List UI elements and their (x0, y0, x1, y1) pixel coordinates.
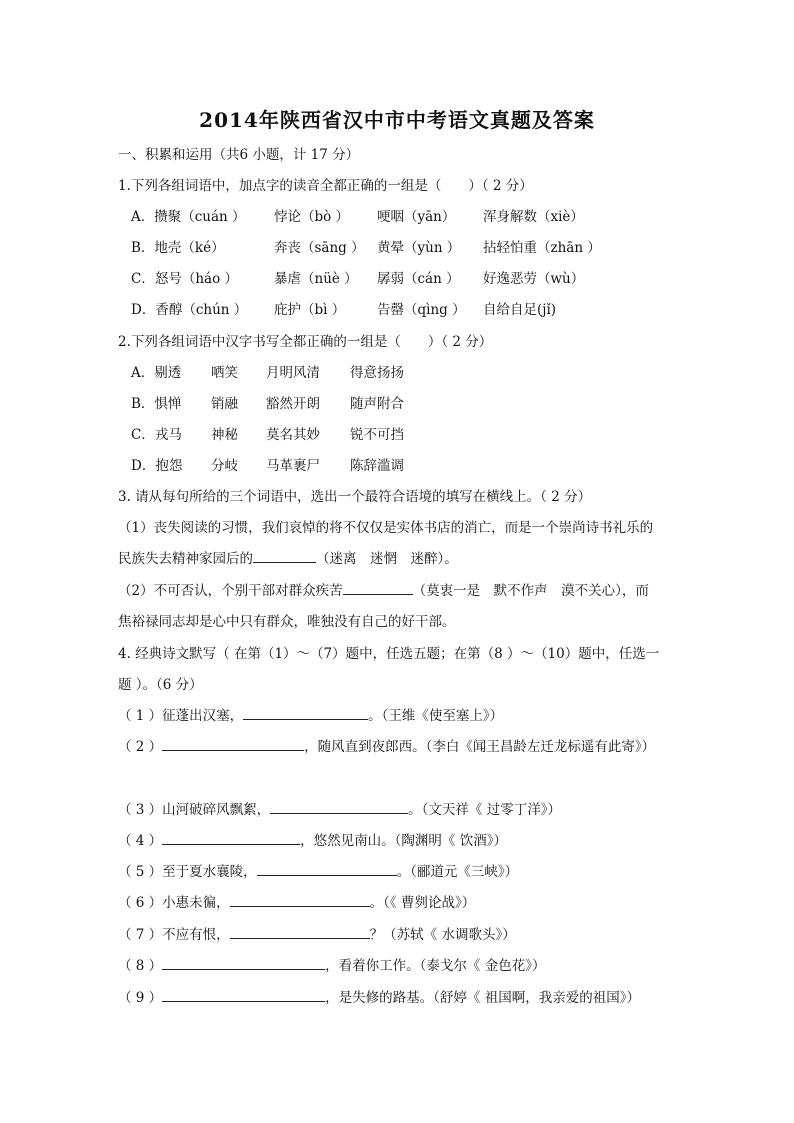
option-cell: 随声附合 (350, 396, 404, 412)
answer-blank (162, 957, 325, 970)
item-text: 。（郦道元《三峡》） (396, 864, 519, 880)
option-cell: 豁然开朗 (266, 396, 320, 412)
option-cell: 月明风清 (266, 365, 320, 381)
poem-item (118, 894, 475, 912)
option-cell: 陈辞滥调 (350, 458, 404, 474)
option-cell: 销融 (211, 396, 238, 412)
poem-item (118, 707, 503, 725)
option-cell: 告罄（qìng ） (377, 302, 466, 318)
option-cell: 暴虐（nüè ） (274, 271, 358, 287)
item-text: （ 4 ） (118, 833, 163, 849)
option-cell: 奔丧（sāng ） (274, 240, 365, 256)
option-cell: 自给自足(jǐ) (483, 302, 557, 318)
item-text: （ 3 ）山河破碎风飘絮， (118, 802, 271, 818)
answer-blank (270, 801, 408, 814)
question-3-part2-line1 (118, 582, 649, 600)
item-text: （ 1 ）征蓬出汉塞， (118, 708, 244, 724)
item-text: （ 9 ） (118, 990, 163, 1006)
section-heading: 一、积累和运用（共6 小题，计 17 分） (118, 147, 360, 163)
item-text: ，看着你工作。（泰戈尔《 金色花》） (325, 958, 546, 974)
question-3-part2-line2: 焦裕禄同志却是心中只有群众，唯独没有自己的好干部。 (118, 614, 456, 630)
poem-item (118, 989, 640, 1007)
question-3-part1-line2 (118, 550, 458, 568)
option-cell: D．抱怨 (131, 458, 183, 474)
option-cell: 哂笑 (211, 365, 238, 381)
option-cell: 好逸恶劳（wù） (483, 271, 585, 287)
question-3-stem: 3. 请从每句所给的三个词语中，选出一个最符合语境的填写在横线上。（ 2 分） (118, 489, 592, 505)
item-text: （ 8 ） (118, 958, 163, 974)
answer-blank (230, 926, 370, 939)
option-cell: 神秘 (211, 427, 238, 443)
page-title: 2014年陕西省汉中市中考语文真题及答案 (199, 108, 595, 132)
option-cell: 庇护（bì ） (274, 302, 346, 318)
option-cell: 哽咽（yān） (377, 209, 456, 225)
item-text: （ 6 ）小惠未徧， (118, 895, 230, 911)
answer-blank (343, 582, 413, 595)
option-cell: 锐不可挡 (350, 427, 404, 443)
question-3-part1-line1: （1）丧失阅读的习惯，我们哀悼的将不仅仅是实体书店的消亡，而是一个崇尚诗书礼乐的 (118, 520, 654, 536)
option-cell: C．戎马 (131, 427, 182, 443)
item-text: 。（王维《使至塞上》） (368, 708, 504, 724)
answer-blank (162, 832, 300, 845)
poem-item (118, 863, 518, 881)
answer-blank (257, 863, 397, 876)
option-cell: 马革裹尸 (266, 458, 320, 474)
option-cell: C．怒号（háo ） (131, 271, 238, 287)
text-before-blank: 民族失去精神家园后的 (118, 551, 253, 567)
option-cell: 悖论（bò ） (274, 209, 350, 225)
item-text: ，是失修的路基。（舒婷《 祖国啊，我亲爱的祖国》） (325, 990, 640, 1006)
option-cell: B．惧惮 (131, 396, 182, 412)
answer-blank (243, 707, 368, 720)
option-cell: D．香醇（chún ） (131, 302, 248, 318)
option-cell: 黄晕（yùn ） (377, 240, 461, 256)
text-after-blank: （迷离 迷惘 迷醉）。 (316, 551, 458, 567)
option-cell: 孱弱（cán ） (377, 271, 460, 287)
option-cell: 得意扬扬 (350, 365, 404, 381)
item-text: （ 7 ）不应有恨， (118, 927, 230, 943)
text-after-blank: （莫衷一是 默不作声 漠不关心），而 (412, 583, 649, 599)
question-4-stem-line1: 4. 经典诗文默写（ 在第（1）～（7）题中，任选五题；在第（8 ）～（10）题中，任选一 (118, 646, 660, 662)
question-1-stem: 1.下列各组词语中，加点字的读音全都正确的一组是（ ）（ 2 分） (118, 178, 533, 194)
text-before-blank: （2）不可否认，个别干部对群众疾苦 (118, 583, 343, 599)
option-cell: 莫名其妙 (266, 427, 320, 443)
option-cell: 拈轻怕重（zhān ） (483, 240, 601, 256)
item-text: 。（文天祥《 过零丁洋》） (408, 802, 561, 818)
poem-item (118, 957, 545, 975)
item-text: ，随风直到夜郎西。（李白《闻王昌龄左迁龙标遥有此寄》） (304, 739, 656, 755)
poem-item (118, 738, 655, 756)
poem-item (118, 926, 516, 944)
answer-blank (162, 738, 304, 751)
answer-blank (230, 894, 370, 907)
option-cell: 分岐 (211, 458, 238, 474)
question-4-stem-line2: 题 ）。（6 分） (118, 677, 203, 693)
option-cell: A．攒聚（cuán ） (131, 209, 246, 225)
item-text: （ 2 ） (118, 739, 163, 755)
poem-item (118, 832, 507, 850)
question-2-stem: 2.下列各组词语中汉字书写全都正确的一组是（ ）（ 2 分） (118, 334, 493, 350)
answer-blank (162, 989, 325, 1002)
option-cell: B．地壳（ké） (131, 240, 225, 256)
option-cell: A．剔透 (131, 365, 182, 381)
answer-blank (253, 550, 316, 563)
item-text: ，悠然见南山。（陶渊明《 饮酒》） (300, 833, 507, 849)
poem-item (118, 801, 561, 819)
item-text: ？（苏轼《 水调歌头》） (369, 927, 516, 943)
item-text: （ 5 ）至于夏水襄陵， (118, 864, 257, 880)
item-text: 。（《 曹刿论战》） (369, 895, 476, 911)
option-cell: 浑身解数（xiè） (483, 209, 584, 225)
